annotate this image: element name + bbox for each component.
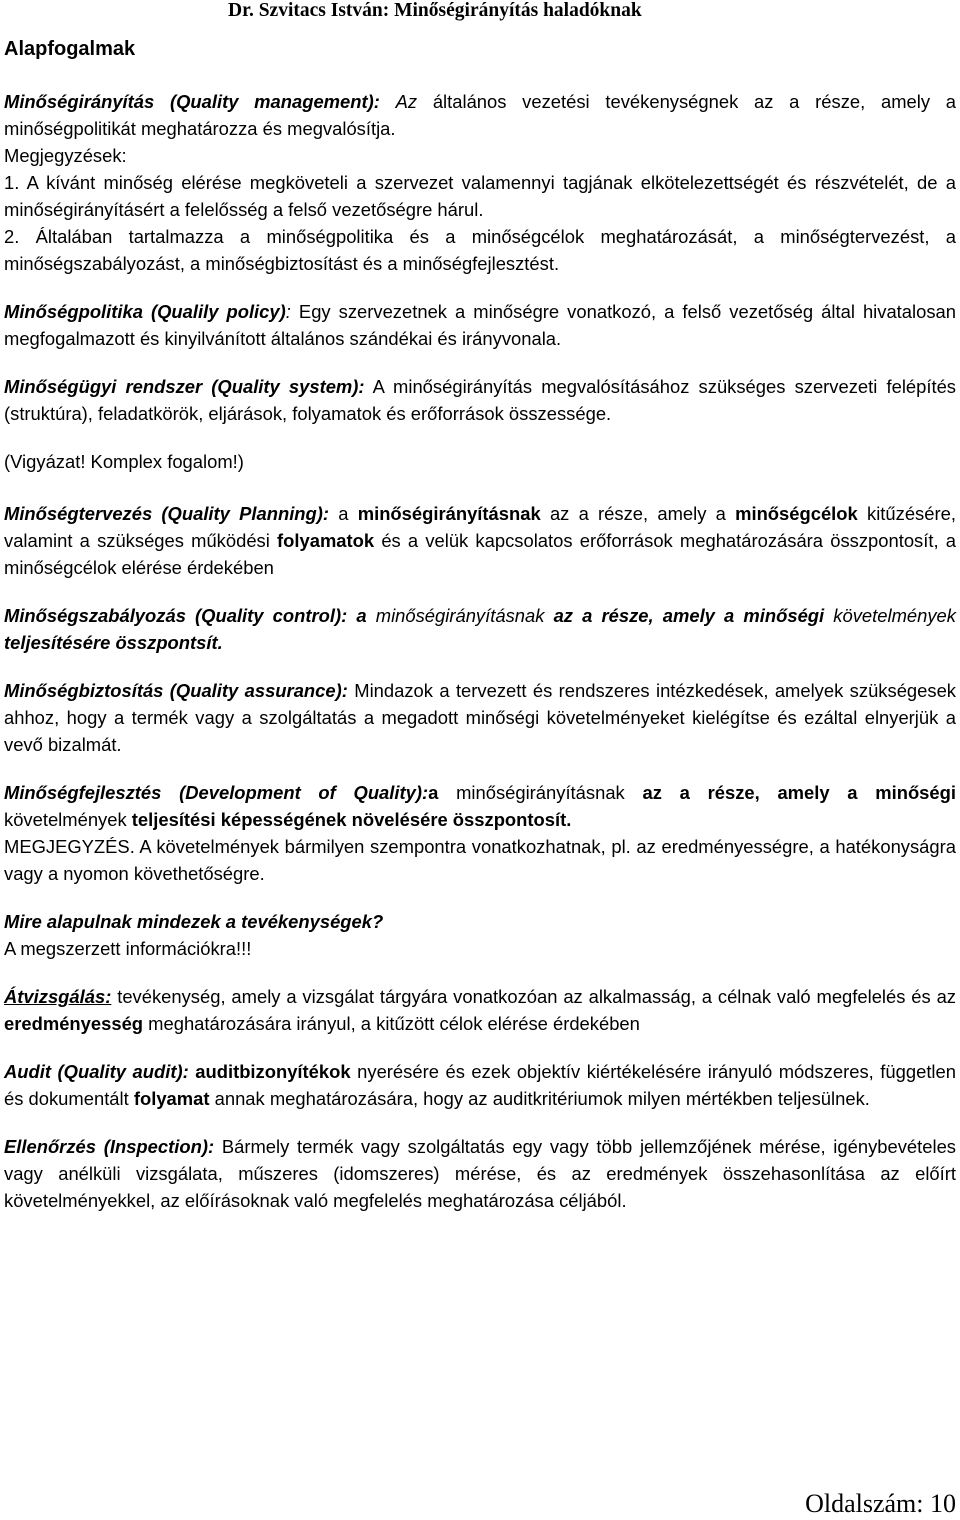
quality-control-bold-2: az a része, amely a minőségi — [553, 605, 825, 626]
audit-bold-1: auditbizonyítékok — [195, 1061, 351, 1082]
quality-control-italic-1: minőségirányításnak — [375, 605, 545, 626]
quality-system-term: Minőségügyi rendszer (Quality system): — [4, 376, 365, 397]
quality-management-def: általános vezetési tevékenységnek az a része, amely a minőségpolitikát meghatározza és megvalósítja. — [4, 91, 956, 139]
quality-development-text-1: minőségirányításnak — [456, 782, 625, 803]
quality-planning-bold-2: minőségcélok — [735, 503, 858, 524]
inspection-def: Bármely termék vagy szolgáltatás egy vagy több jellemzőjének mérése, igénybevételes vagy anélküli vizsgálata, műszeres (idomszeres) mérése, és az eredmények összehasonlítása az előírt követelményekkel, az előírásoknak való megfelelés meghatározása céljából. — [4, 1136, 956, 1211]
spacer — [4, 1112, 956, 1133]
quality-policy-colon: : — [285, 301, 291, 322]
quality-planning-text-4: és a velük kapcsolatos erőforrások meghatározására összpontosít, a minőségcélok elérése érdekében — [4, 530, 956, 578]
quality-planning-bold-1: minőségirányításnak — [357, 503, 541, 524]
review-term: Átvizsgálás: — [4, 986, 112, 1007]
inspection-term: Ellenőrzés (Inspection): — [4, 1136, 215, 1157]
quality-development-bold-2: az a része, amely a minőségi — [642, 782, 956, 803]
inspection-paragraph — [4, 1133, 956, 1214]
audit-term: Audit (Quality audit): — [4, 1061, 189, 1082]
quality-control-paragraph — [4, 602, 956, 656]
notes-title: Megjegyzések: — [4, 145, 127, 166]
spacer — [4, 277, 956, 298]
question-answer: A megszerzett információkra!!! — [4, 938, 252, 959]
quality-control-italic-2: követelmények — [833, 605, 956, 626]
quality-policy-def: Egy szervezetnek a minőségre vonatkozó, a felső vezetőség által hivatalosan megfogalmazott és kinyilvánított általános szándékai és irányvonala. — [4, 301, 956, 349]
review-bold-1: eredményesség — [4, 1013, 144, 1034]
quality-planning-text-1: a — [338, 503, 349, 524]
quality-policy-term: Minőségpolitika (Qualily policy) — [4, 301, 286, 322]
note-item-2: 2. Általában tartalmazza a minőségpolitika és a minőségcélok meghatározását, a minőségtervezést, a minőségszabályozást, a minőségbiztosítást és a minőségfejlesztést. — [4, 226, 956, 274]
spacer — [4, 1037, 956, 1058]
quality-planning-paragraph — [4, 500, 956, 581]
warning-note: (Vigyázat! Komplex fogalom!) — [4, 451, 244, 472]
section-label: Alapfogalmak — [4, 38, 136, 60]
quality-control-term: Minőségszabályozás (Quality control): — [4, 605, 348, 626]
quality-management-term: Minőségirányítás (Quality management): — [4, 91, 380, 112]
quality-planning-bold-3: folyamatok — [277, 530, 375, 551]
quality-system-def: A minőségirányítás megvalósításához szükséges szervezeti felépítés (struktúra), feladatkörök, eljárások, folyamatok és erőforrások összessége. — [4, 376, 956, 424]
quality-development-bold-3: teljesítési képességének növelésére összpontosít. — [131, 809, 572, 830]
quality-assurance-term: Minőségbiztosítás (Quality assurance): — [4, 680, 348, 701]
spacer — [4, 581, 956, 602]
spacer — [4, 427, 956, 448]
quality-planning-text-2: az a része, amely a — [549, 503, 726, 524]
quality-assurance-def: Mindazok a tervezett és rendszeres intézkedések, amelyek szükségesek ahhoz, hogy a termék vagy a szolgáltatás a megadott minőségi követelményeket kielégítse és ezáltal elnyerjük a vevő bizalmát. — [4, 680, 956, 755]
review-paragraph — [4, 983, 956, 1037]
spacer — [4, 352, 956, 373]
document-header-title: Dr. Szvitacs István: Minőségirányítás haladóknak — [228, 0, 642, 21]
review-text-1: tevékenység, amely a vizsgálat tárgyára vonatkozóan az alkalmasság, a célnak való megfelelés és az — [117, 986, 956, 1007]
quality-development-term: Minőségfejlesztés (Development of Quality): — [4, 782, 429, 803]
spacer — [4, 962, 956, 983]
audit-text-1: nyerésére és ezek objektív kiértékelésére irányuló módszeres, független és dokumentált — [4, 1061, 956, 1109]
quality-policy-paragraph — [4, 298, 956, 352]
document-body — [4, 88, 956, 1214]
quality-control-bold-1: a — [356, 605, 367, 626]
quality-development-bold-1: a — [428, 782, 439, 803]
spacer — [4, 887, 956, 908]
quality-planning-text-3: kitűzésére, valamint a szükséges működési — [4, 503, 956, 551]
quality-planning-term: Minőségtervezés (Quality Planning): — [4, 503, 330, 524]
quality-management-paragraph — [4, 88, 956, 142]
question-heading: Mire alapulnak mindezek a tevékenységek? — [4, 911, 384, 932]
quality-control-bold-3: teljesítésére összpontsít. — [4, 632, 223, 653]
audit-text-2: annak meghatározására, hogy az auditkritériumok milyen mértékben teljesülnek. — [214, 1088, 870, 1109]
quality-development-note: MEGJEGYZÉS. A követelmények bármilyen szempontra vonatkozhatnak, pl. az eredményességre, a hatékonyságra vagy a nyomon követhetőségre. — [4, 836, 956, 884]
spacer — [4, 758, 956, 779]
quality-management-def-start: Az — [395, 91, 418, 112]
spacer — [4, 475, 956, 500]
quality-system-paragraph — [4, 373, 956, 427]
spacer — [4, 656, 956, 677]
quality-development-text-2: követelmények — [4, 809, 127, 830]
quality-assurance-paragraph — [4, 677, 956, 758]
audit-paragraph — [4, 1058, 956, 1112]
page-number: Oldalszám: 10 — [805, 1489, 956, 1518]
audit-bold-2: folyamat — [133, 1088, 210, 1109]
note-item-1: 1. A kívánt minőség elérése megköveteli a szervezet valamennyi tagjának elkötelezettségét és részvételét, de a minőségirányításért a felelősség a felső vezetőségre hárul. — [4, 172, 956, 220]
quality-development-paragraph — [4, 779, 956, 833]
review-text-2: meghatározására irányul, a kitűzött célok elérése érdekében — [148, 1013, 640, 1034]
